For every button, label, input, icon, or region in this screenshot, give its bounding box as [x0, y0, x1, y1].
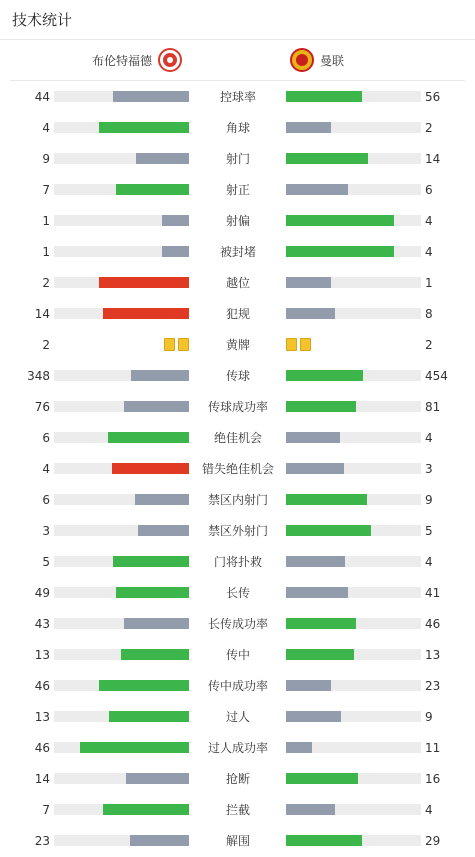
away-stat-value: 2	[425, 121, 433, 135]
home-bar-track	[54, 122, 189, 133]
stat-label: 过人	[225, 710, 250, 724]
home-stat-value: 5	[42, 555, 50, 569]
yellow-card-icon	[286, 338, 297, 351]
stat-label: 犯规	[225, 307, 250, 321]
away-stat-value: 8	[425, 307, 433, 321]
away-bar-track	[286, 215, 421, 226]
home-bar-fill	[131, 370, 189, 381]
home-bar-fill	[126, 773, 189, 784]
home-bar-track	[54, 370, 189, 381]
home-stat-value: 13	[34, 710, 50, 724]
stat-label: 禁区内射门	[207, 493, 268, 507]
home-team-name: 布伦特福德	[91, 53, 152, 68]
away-bar-fill	[286, 277, 331, 288]
home-bar-track	[54, 680, 189, 691]
away-bar-track	[286, 556, 421, 567]
home-bar-track	[54, 742, 189, 753]
home-bar-fill	[103, 804, 189, 815]
home-bar-track	[54, 401, 189, 412]
home-stat-value: 4	[42, 121, 50, 135]
away-stat-value: 56	[425, 90, 441, 104]
stat-label: 拦截	[225, 803, 250, 817]
home-stat-value: 7	[42, 803, 50, 817]
away-stat-value: 9	[425, 710, 433, 724]
away-stat-value: 16	[425, 772, 441, 786]
away-bar-track	[286, 246, 421, 257]
stat-row	[0, 112, 475, 143]
stat-label: 射门	[225, 152, 250, 166]
home-bar-fill	[99, 680, 189, 691]
stat-row	[0, 546, 475, 577]
away-stat-value: 4	[425, 245, 433, 259]
away-stat-value: 454	[425, 369, 448, 383]
away-bar-track	[286, 618, 421, 629]
stats-list	[0, 81, 475, 856]
away-bar-fill	[286, 91, 362, 102]
away-bar-track	[286, 401, 421, 412]
home-stat-value: 348	[27, 369, 50, 383]
away-bar-fill	[286, 556, 345, 567]
home-bar-track	[54, 184, 189, 195]
home-bar-track	[54, 556, 189, 567]
away-bar-track	[286, 525, 421, 536]
away-bar-fill	[286, 680, 331, 691]
home-bar-track	[54, 463, 189, 474]
home-bar-fill	[130, 835, 189, 846]
stat-label: 越位	[225, 276, 250, 290]
stat-label: 长传成功率	[207, 617, 268, 631]
away-team[interactable]	[290, 46, 344, 74]
stat-label: 射正	[225, 183, 250, 197]
away-bar-track	[286, 835, 421, 846]
home-stat-value: 2	[42, 276, 50, 290]
stat-row	[0, 825, 475, 856]
stat-row	[0, 515, 475, 546]
brentford-crest-icon	[158, 48, 182, 72]
away-bar-fill	[286, 215, 394, 226]
home-stat-value: 43	[34, 617, 50, 631]
stat-label: 传球成功率	[207, 400, 268, 414]
away-bar-fill	[286, 246, 394, 257]
stat-row	[0, 701, 475, 732]
stat-label: 角球	[225, 121, 250, 135]
away-stat-value: 4	[425, 431, 433, 445]
away-bar-track	[286, 277, 421, 288]
home-bar-fill	[109, 711, 189, 722]
home-bar-fill	[121, 649, 189, 660]
home-stat-value: 7	[42, 183, 50, 197]
home-yellow-cards	[164, 338, 189, 351]
away-stat-value: 5	[425, 524, 433, 538]
home-bar-fill	[113, 91, 189, 102]
yellow-card-icon	[164, 338, 175, 351]
stat-label: 长传	[225, 586, 250, 600]
home-stat-value: 46	[34, 679, 50, 693]
away-bar-track	[286, 184, 421, 195]
stat-row	[0, 763, 475, 794]
stat-row	[0, 732, 475, 763]
away-bar-fill	[286, 618, 356, 629]
home-bar-track	[54, 153, 189, 164]
yellow-card-icon	[178, 338, 189, 351]
home-stat-value: 1	[42, 214, 50, 228]
home-stat-value: 44	[34, 90, 50, 104]
home-bar-fill	[113, 556, 189, 567]
stat-row	[0, 205, 475, 236]
away-bar-fill	[286, 463, 344, 474]
away-stat-value: 3	[425, 462, 433, 476]
away-bar-track	[286, 494, 421, 505]
home-bar-track	[54, 277, 189, 288]
stat-label: 错失绝佳机会	[201, 462, 274, 476]
home-stat-value: 3	[42, 524, 50, 538]
stat-row	[0, 329, 475, 360]
stat-label: 绝佳机会	[213, 431, 262, 445]
home-bar-track	[54, 215, 189, 226]
stat-label: 门将扑救	[213, 555, 262, 569]
away-bar-fill	[286, 494, 367, 505]
home-bar-track	[54, 91, 189, 102]
home-stat-value: 13	[34, 648, 50, 662]
stat-row	[0, 484, 475, 515]
stat-row	[0, 577, 475, 608]
away-stat-value: 23	[425, 679, 441, 693]
home-bar-track	[54, 494, 189, 505]
home-stat-value: 4	[42, 462, 50, 476]
home-stat-value: 2	[42, 338, 50, 352]
stat-label: 传中成功率	[207, 679, 268, 693]
stat-row	[0, 794, 475, 825]
away-stat-value: 81	[425, 400, 441, 414]
stat-row	[0, 422, 475, 453]
away-stat-value: 1	[425, 276, 433, 290]
away-bar-track	[286, 773, 421, 784]
away-stat-value: 13	[425, 648, 441, 662]
away-bar-track	[286, 742, 421, 753]
away-stat-value: 2	[425, 338, 433, 352]
home-bar-track	[54, 835, 189, 846]
home-bar-fill	[108, 432, 189, 443]
away-bar-fill	[286, 432, 340, 443]
home-bar-fill	[162, 215, 189, 226]
teams-header	[10, 40, 465, 81]
home-stat-value: 14	[34, 772, 50, 786]
stat-row	[0, 174, 475, 205]
home-stat-value: 9	[42, 152, 50, 166]
away-bar-track	[286, 122, 421, 133]
home-stat-value: 14	[34, 307, 50, 321]
stat-label: 抢断	[225, 772, 250, 786]
away-bar-track	[286, 432, 421, 443]
home-bar-track	[54, 618, 189, 629]
home-bar-fill	[99, 277, 189, 288]
away-bar-track	[286, 91, 421, 102]
away-bar-fill	[286, 122, 331, 133]
home-bar-fill	[112, 463, 189, 474]
manchester-united-crest-icon	[290, 48, 314, 72]
home-bar-track	[54, 773, 189, 784]
home-bar-track	[54, 587, 189, 598]
home-bar-fill	[138, 525, 189, 536]
away-bar-track	[286, 804, 421, 815]
away-bar-fill	[286, 153, 368, 164]
away-stat-value: 4	[425, 555, 433, 569]
home-bar-track	[54, 649, 189, 660]
away-stat-value: 14	[425, 152, 441, 166]
stat-label: 传中	[225, 648, 250, 662]
away-stat-value: 6	[425, 183, 433, 197]
home-bar-fill	[116, 587, 189, 598]
home-bar-fill	[136, 153, 189, 164]
home-bar-track	[54, 711, 189, 722]
home-bar-fill	[116, 184, 189, 195]
home-stat-value: 23	[34, 834, 50, 848]
away-bar-fill	[286, 649, 354, 660]
stat-label: 禁区外射门	[207, 524, 268, 538]
stat-row	[0, 453, 475, 484]
away-bar-track	[286, 370, 421, 381]
home-stat-value: 6	[42, 493, 50, 507]
stat-row	[0, 143, 475, 174]
stat-row	[0, 639, 475, 670]
stat-label: 传球	[225, 369, 250, 383]
stat-row	[0, 236, 475, 267]
away-bar-fill	[286, 308, 335, 319]
stat-label: 控球率	[219, 90, 256, 104]
home-stat-value: 46	[34, 741, 50, 755]
yellow-card-icon	[300, 338, 311, 351]
stat-row	[0, 81, 475, 112]
stat-row	[0, 391, 475, 422]
away-stat-value: 29	[425, 834, 441, 848]
home-bar-fill	[80, 742, 189, 753]
stat-label: 过人成功率	[207, 741, 268, 755]
away-bar-track	[286, 649, 421, 660]
away-bar-track	[286, 587, 421, 598]
home-bar-track	[54, 432, 189, 443]
home-bar-track	[54, 804, 189, 815]
stat-label: 被封堵	[219, 245, 256, 259]
home-bar-track	[54, 246, 189, 257]
home-bar-track	[54, 308, 189, 319]
away-bar-fill	[286, 401, 356, 412]
stat-row	[0, 670, 475, 701]
away-stat-value: 11	[425, 741, 441, 755]
away-bar-fill	[286, 587, 348, 598]
away-stat-value: 4	[425, 803, 433, 817]
away-stat-value: 41	[425, 586, 441, 600]
away-bar-track	[286, 463, 421, 474]
away-bar-track	[286, 680, 421, 691]
home-bar-fill	[103, 308, 189, 319]
away-bar-fill	[286, 804, 335, 815]
away-bar-track	[286, 308, 421, 319]
away-bar-fill	[286, 184, 348, 195]
away-bar-fill	[286, 773, 358, 784]
away-bar-fill	[286, 835, 362, 846]
away-bar-track	[286, 153, 421, 164]
home-stat-value: 49	[34, 586, 50, 600]
home-stat-value: 1	[42, 245, 50, 259]
stat-label: 射偏	[225, 214, 250, 228]
home-bar-fill	[124, 401, 189, 412]
away-bar-fill	[286, 711, 341, 722]
page-title: 技术统计	[0, 0, 475, 40]
away-stat-value: 9	[425, 493, 433, 507]
away-team-name: 曼联	[320, 53, 345, 68]
stat-row	[0, 608, 475, 639]
stat-label: 黄牌	[225, 338, 250, 352]
home-bar-fill	[99, 122, 189, 133]
home-bar-fill	[124, 618, 189, 629]
stat-row	[0, 267, 475, 298]
away-bar-fill	[286, 525, 371, 536]
home-bar-fill	[135, 494, 189, 505]
away-stat-value: 4	[425, 214, 433, 228]
home-team[interactable]	[92, 46, 182, 74]
home-bar-track	[54, 525, 189, 536]
stat-row	[0, 298, 475, 329]
away-bar-fill	[286, 742, 312, 753]
away-stat-value: 46	[425, 617, 441, 631]
home-stat-value: 6	[42, 431, 50, 445]
stat-label: 解围	[225, 834, 250, 848]
home-bar-fill	[162, 246, 189, 257]
stat-row	[0, 360, 475, 391]
away-bar-fill	[286, 370, 363, 381]
away-yellow-cards	[286, 338, 311, 351]
home-stat-value: 76	[34, 400, 50, 414]
away-bar-track	[286, 711, 421, 722]
